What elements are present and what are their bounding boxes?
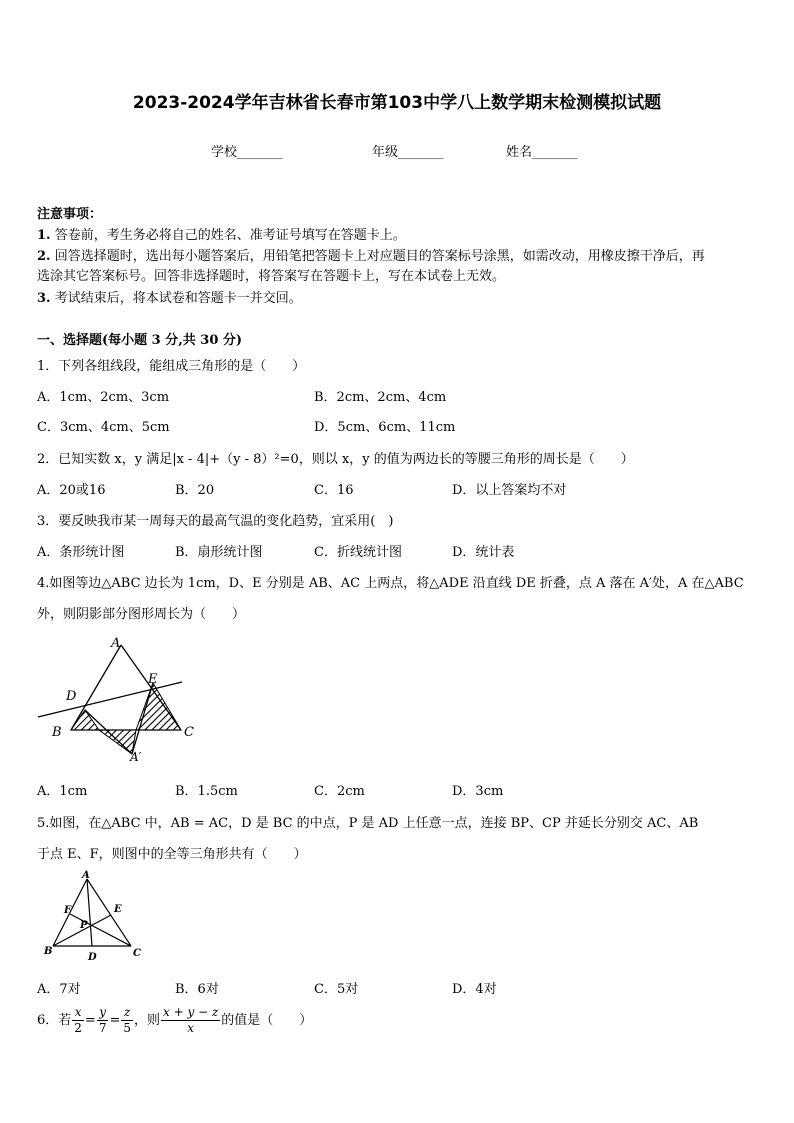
q1-option-b[interactable]: B．2cm、2cm、4cm	[314, 390, 447, 405]
q5-label-e: E	[114, 904, 122, 915]
q4-shade-right	[136, 683, 181, 730]
q4-label-a: A	[111, 636, 121, 651]
q5-figure	[36, 870, 146, 962]
name-field: 姓名_______	[506, 145, 578, 160]
q2-option-c[interactable]: C．16	[314, 483, 354, 498]
q4-label-c: C	[184, 725, 194, 740]
q5-option-b[interactable]: B．6对	[175, 982, 219, 997]
q5-side-ac	[87, 879, 131, 946]
q5-label-b: B	[44, 946, 53, 957]
q6-equals-1: =	[84, 1013, 96, 1028]
q3-option-d[interactable]: D．统计表	[452, 545, 515, 560]
note-2-cont: 选涂其它答案标号。回答非选择题时，将答案写在答题卡上，写在本试卷上无效。	[37, 269, 506, 284]
page-title: 2023-2024学年吉林省长春市第103中学八上数学期末检测模拟试题	[132, 93, 662, 113]
q5-label-f: F	[64, 905, 72, 916]
q3-option-a[interactable]: A．条形统计图	[37, 545, 125, 560]
q5-median-ad	[87, 879, 92, 946]
q4-side-ab	[71, 645, 121, 730]
q5-label-a: A	[82, 870, 90, 881]
q6-fraction-z: $\frac{z}{5}$	[123, 1005, 132, 1035]
note-3-number: 3.	[37, 291, 51, 306]
q3-option-c[interactable]: C．折线统计图	[314, 545, 402, 560]
q5-option-d[interactable]: D．4对	[452, 982, 497, 997]
q5-label-p: P	[80, 920, 88, 931]
q2-option-a[interactable]: A．20或16	[37, 483, 106, 498]
q6-suffix: 的值是（ ）	[221, 1013, 313, 1028]
q4-stem-line1: 4.如图等边△ABC 边长为 1cm，D、E 分别是 AB、AC 上两点，将△ADE 沿直线 DE 折叠，点 A 落在 A′处，A 在△ABC	[37, 576, 744, 591]
note-2-text-a: 回答选择题时，选出每小题答案后，用铅笔把答题卡上对应题目的答案标号涂黑，如需改动，用橡皮擦干净后，再	[54, 249, 705, 264]
q4-label-b: B	[52, 725, 62, 740]
note-2-number: 2.	[37, 249, 51, 264]
q1-option-c[interactable]: C．3cm、4cm、5cm	[37, 420, 170, 435]
q6-fraction-y: $\frac{y}{7}$	[98, 1005, 107, 1035]
note-3-text: 考试结束后，将本试卷和答题卡一并交回。	[54, 291, 302, 306]
q3-option-b[interactable]: B．扇形统计图	[175, 545, 263, 560]
section-heading: 一、选择题(每小题 3 分,共 30 分)	[37, 333, 243, 348]
q5-stem-line2: 于点 E、F，则图中的全等三角形共有（ ）	[37, 847, 307, 862]
q4-option-a[interactable]: A．1cm	[37, 784, 88, 799]
notes-heading: 注意事项：	[37, 207, 103, 222]
q5-stem-line1: 5.如图，在△ABC 中，AB = AC，D 是 BC 的中点，P 是 AD 上任意一点，连接 BP、CP 并延长分别交 AC、AB	[37, 816, 699, 831]
q4-option-b[interactable]: B．1.5cm	[175, 784, 238, 799]
note-2	[37, 245, 705, 264]
q4-label-e: E	[148, 672, 158, 687]
note-3	[37, 287, 302, 306]
q1-option-d[interactable]: D．5cm、6cm、11cm	[314, 420, 456, 435]
q2-option-d[interactable]: D．以上答案均不对	[452, 483, 567, 498]
q6-stem	[37, 1005, 312, 1036]
q3-stem: 3．要反映我市某一周每天的最高气温的变化趋势，宜采用( )	[37, 514, 394, 529]
q4-option-c[interactable]: C．2cm	[314, 784, 365, 799]
q6-equals-2: =	[109, 1013, 121, 1028]
grade-field: 年级_______	[372, 145, 444, 160]
note-1-number: 1.	[37, 228, 51, 243]
q4-stem-line2: 外，则阴影部分图形周长为（ ）	[37, 607, 246, 622]
note-1-text: 答卷前，考生务必将自己的姓名、准考证号填写在答题卡上。	[54, 228, 406, 243]
note-1	[37, 224, 406, 243]
q1-option-a[interactable]: A．1cm、2cm、3cm	[37, 390, 170, 405]
q5-label-c: C	[133, 948, 141, 959]
q2-stem: 2．已知实数 x，y 满足|x - 4|+（y - 8）²=0，则以 x，y 的值为两边长的等腰三角形的周长是（ ）	[37, 452, 634, 467]
q1-stem: 1．下列各组线段，能组成三角形的是（ ）	[37, 359, 306, 374]
q5-label-d: D	[88, 952, 97, 962]
q4-label-d: D	[66, 689, 77, 704]
q6-prefix: 6．若	[37, 1013, 72, 1028]
school-field: 学校_______	[211, 145, 283, 160]
q4-label-a-prime: A′	[130, 750, 142, 764]
q2-option-b[interactable]: B．20	[175, 483, 215, 498]
q6-fraction-expression: $\frac{x + y - z}{x}$	[163, 1005, 219, 1035]
q4-figure	[36, 633, 198, 765]
q5-option-a[interactable]: A．7对	[37, 982, 81, 997]
q5-option-c[interactable]: C．5对	[314, 982, 359, 997]
q6-fraction-x: $\frac{x}{2}$	[74, 1005, 82, 1035]
q6-mid: ，则	[134, 1013, 161, 1028]
q4-option-d[interactable]: D．3cm	[452, 784, 504, 799]
